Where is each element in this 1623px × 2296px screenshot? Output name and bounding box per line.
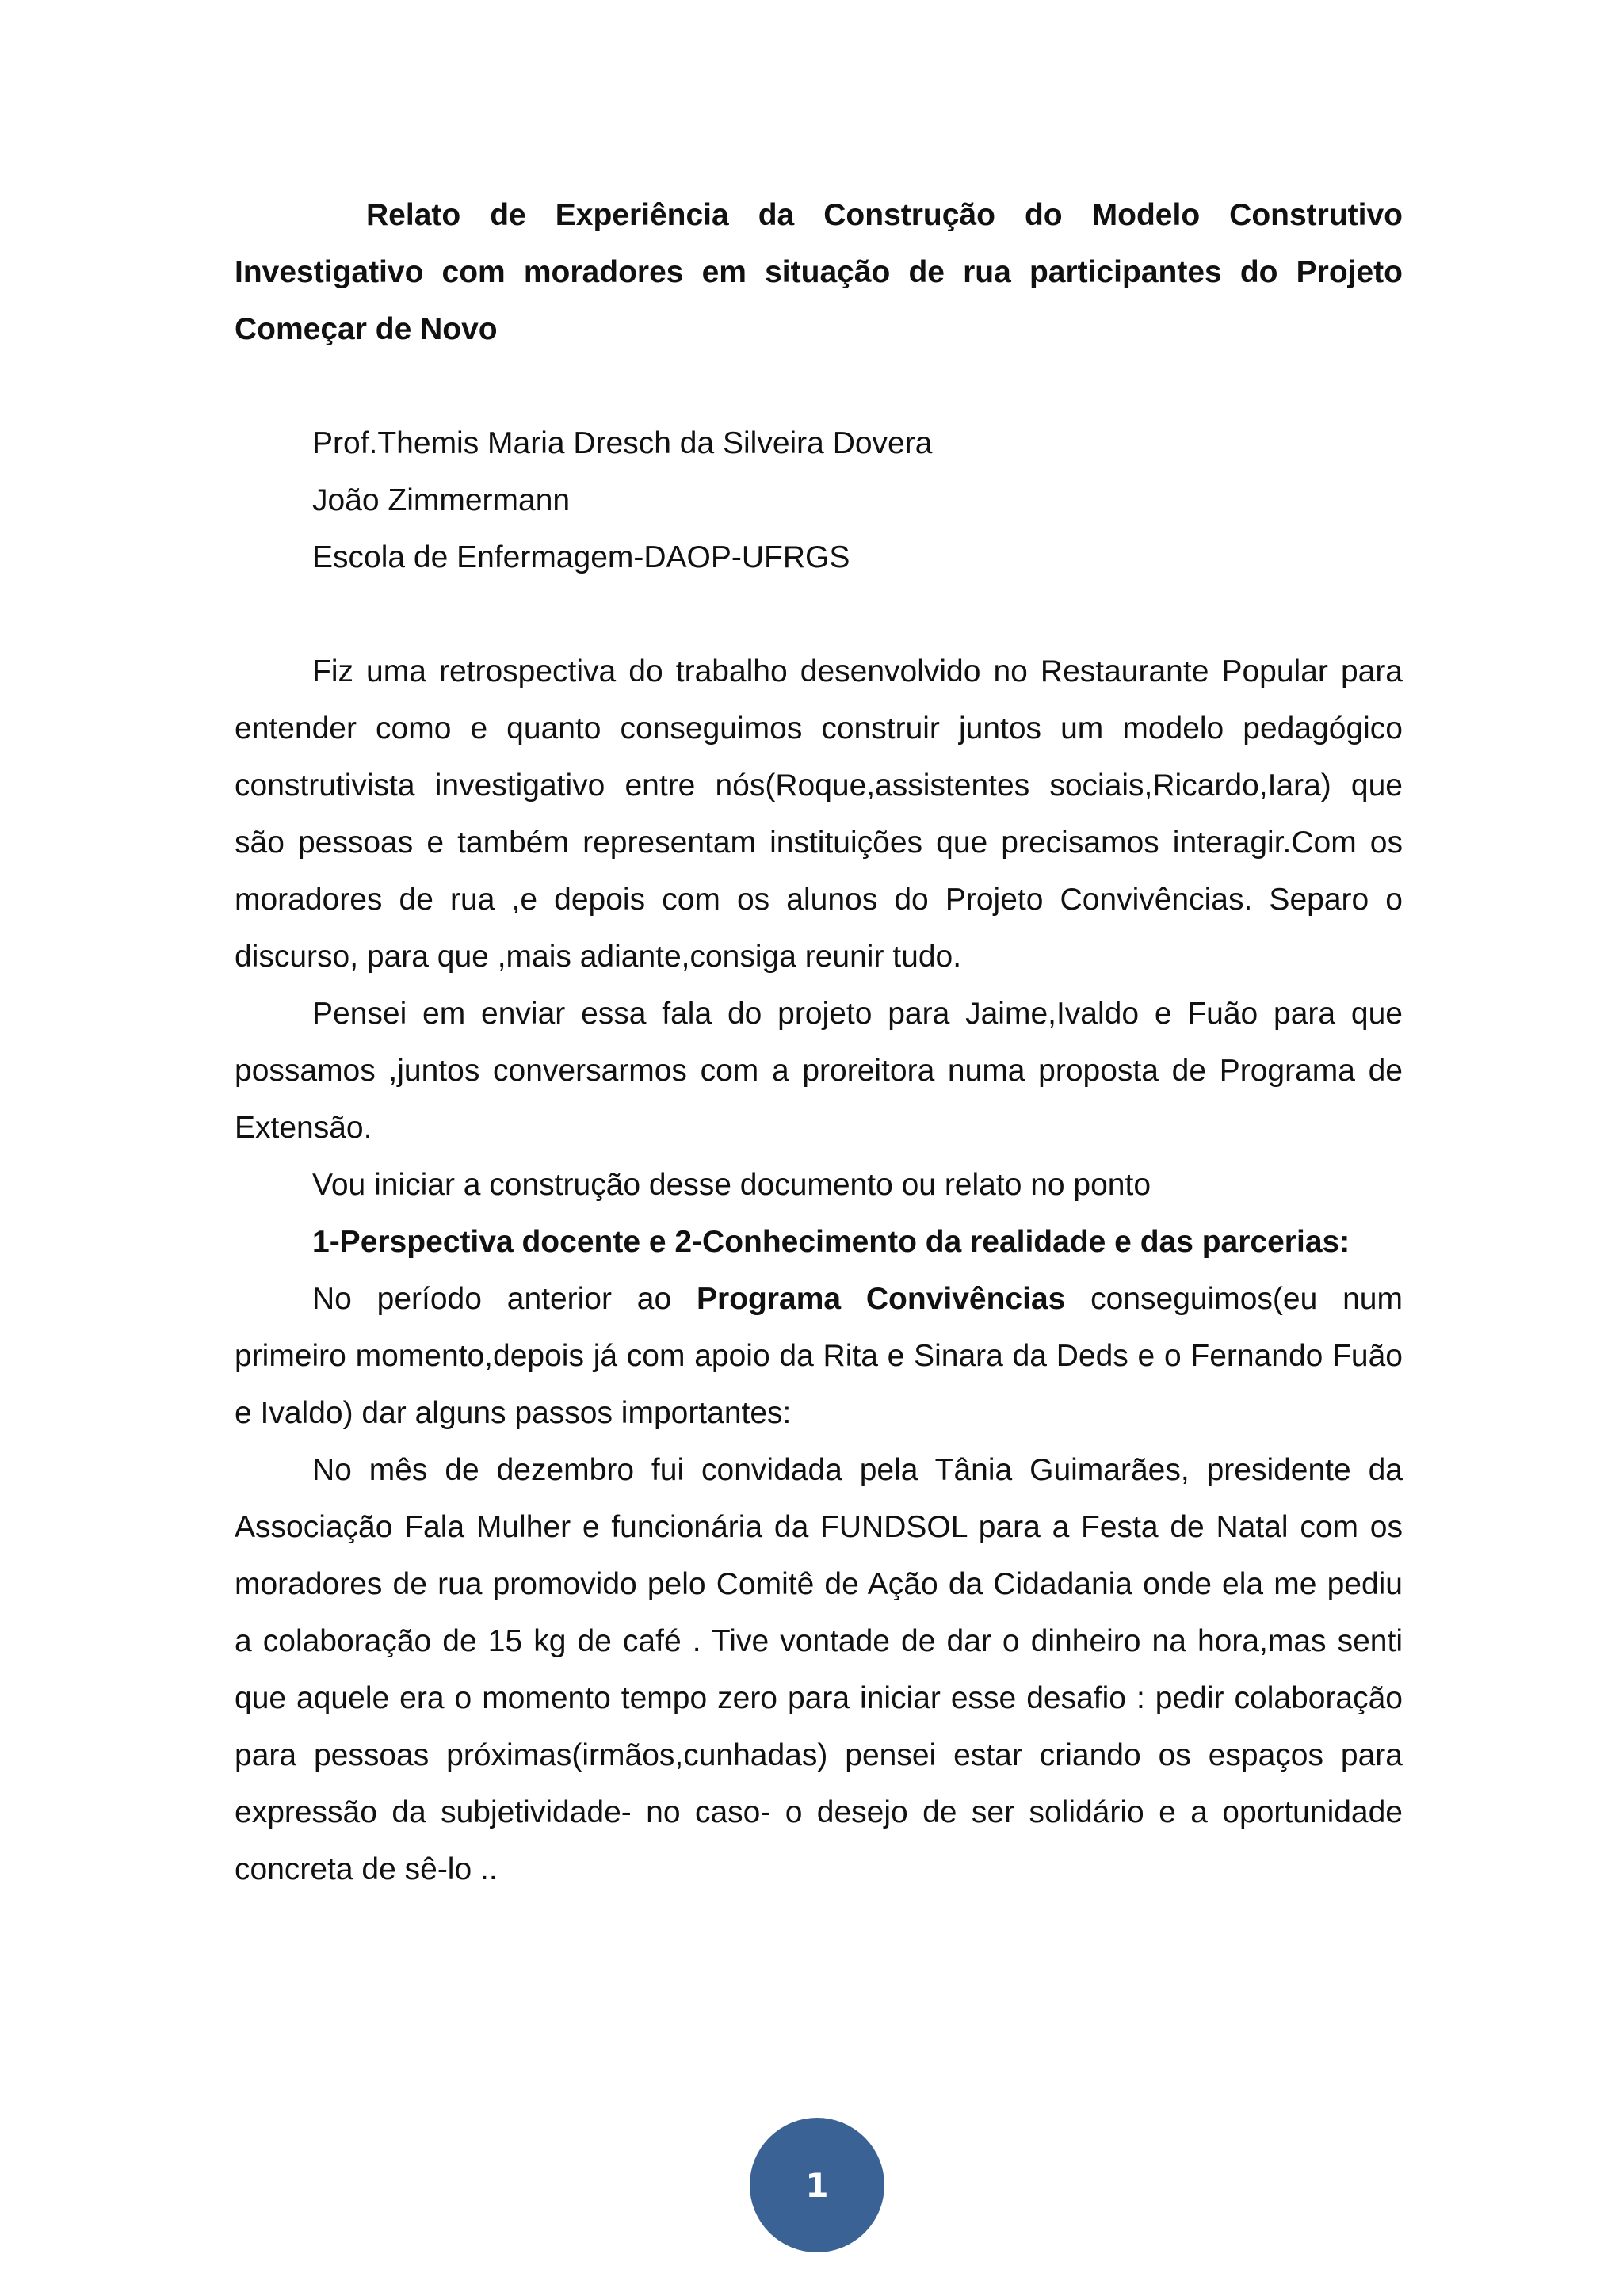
- author-name: Prof.Themis Maria Dresch da Silveira Dovera: [312, 426, 933, 460]
- paragraph-previous-period: [235, 1271, 1403, 1442]
- page-number-badge: [750, 2118, 884, 2252]
- section-heading: 1-Perspectiva docente e 2-Conhecimento da realidade e das parcerias:: [312, 1225, 1350, 1259]
- page-number: 1: [805, 2165, 829, 2205]
- co-author-name: João Zimmermann: [312, 483, 571, 517]
- institution: Escola de Enfermagem-DAOP-UFRGS: [312, 540, 850, 574]
- paragraph-retrospective: Fiz uma retrospectiva do trabalho desenvolvido no Restaurante Popular para entender como e quanto conseguimos construir juntos um modelo pedagógico construtivista investigativo entre nós(Roque,assistentes sociais,Ricardo,Iara) que são pessoas e também representam instituições que precisamos interagir.Com os moradores de rua ,e depois com os alunos do Projeto Convivências. Separo o discurso, para que ,mais adiante,consiga reunir tudo.: [235, 654, 1403, 974]
- paragraph-previous-period-lead: No período anterior ao: [312, 1282, 697, 1316]
- paragraph-previous-period-rest: conseguimos(eu num primeiro momento,depois já com apoio da Rita e Sinara da Deds e o Fernando Fuão e Ivaldo) dar alguns passos importantes:: [235, 1282, 1403, 1430]
- author-block: [235, 415, 1403, 586]
- paragraph-start-point: Vou iniciar a construção desse documento ou relato no ponto: [312, 1168, 1151, 1202]
- document-body: [235, 643, 1403, 1898]
- paragraph-extension-proposal: Pensei em enviar essa fala do projeto para Jaime,Ivaldo e Fuão para que possamos ,juntos conversarmos com a proreitora numa proposta de Programa de Extensão.: [235, 997, 1403, 1145]
- program-name-emphasis: Programa Convivências: [697, 1282, 1066, 1316]
- document-title: Relato de Experiência da Construção do Modelo Construtivo Investigativo com moradores em situação de rua participantes do Projeto Começar de Novo: [235, 198, 1403, 346]
- document-content: [235, 187, 1403, 1898]
- paragraph-december: No mês de dezembro fui convidada pela Tânia Guimarães, presidente da Associação Fala Mulher e funcionária da FUNDSOL para a Festa de Natal com os moradores de rua promovido pelo Comitê de Ação da Cidadania onde ela me pediu a colaboração de 15 kg de café . Tive vontade de dar o dinheiro na hora,mas senti que aquele era o momento tempo zero para iniciar esse desafio : pedir colaboração para pessoas próximas(irmãos,cunhadas) pensei estar criando os espaços para expressão da subjetividade- no caso- o desejo de ser solidário e a oportunidade concreta de sê-lo ..: [235, 1453, 1403, 1886]
